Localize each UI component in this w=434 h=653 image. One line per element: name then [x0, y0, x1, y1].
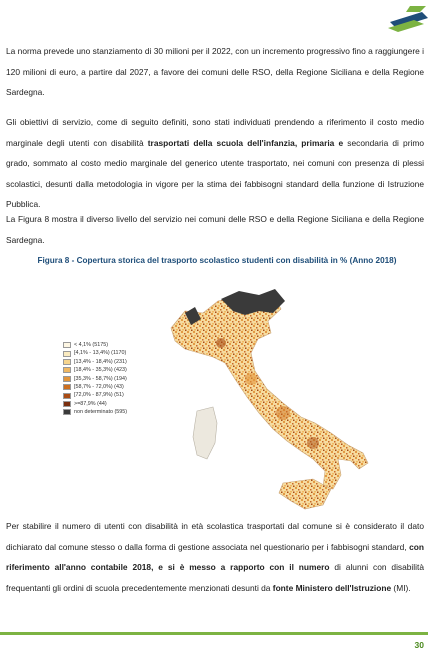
legend-label: [58,7% - 72,0%) (43) [74, 383, 124, 390]
legend-swatch [63, 359, 71, 365]
legend-label: [35,3% - 58,7%) (194) [74, 375, 127, 382]
legend-item [63, 366, 127, 374]
legend-label: [18,4% - 35,3%) (423) [74, 367, 127, 374]
p4-bold-source: fonte Ministero dell'Istruzione [272, 582, 392, 593]
p2-bold-text: trasportati della scuola dell'infanzia, primaria e [147, 137, 344, 148]
legend-swatch [63, 409, 71, 415]
page-number: 30 [414, 640, 424, 650]
legend-swatch [63, 342, 71, 348]
legend-item [63, 408, 127, 416]
p4-text-a: Per stabilire il numero di utenti con disabilità in età scolastica trasportati dal comune si è considerato il dato dichiarato dal comune stesso o dalla forma di gestione associata nel questionario per i fabbisogni standard, [6, 521, 424, 552]
paragraph-figure-reference: La Figura 8 mostra il diverso livello del servizio nei comuni delle RSO e della Regione Siciliana e della Regione Sardegna. [6, 214, 424, 245]
legend-label: [13,4% - 18,4%) (231) [74, 358, 127, 365]
footer-bar [0, 632, 428, 635]
legend-item [63, 375, 127, 383]
legend-item [63, 341, 127, 349]
legend-label: [72,0% - 87,9%) (51) [74, 392, 124, 399]
sardinia [193, 407, 217, 459]
legend-label: >=87,9% (44) [74, 400, 107, 407]
p4-text-c: di alunni con disabilità frequentanti gli ordini di scuola precedentemente menzionati desunti da [6, 562, 424, 593]
legend-label: [4,1% - 13,4%) (1170) [74, 350, 127, 357]
legend-label: < 4,1% (5175) [74, 342, 109, 348]
legend-swatch [63, 351, 71, 357]
p4-bold-text-b: con riferimento all'anno contabile 2018, e si è messo a rapporto con il numero [6, 541, 424, 572]
legend-swatch [63, 401, 71, 407]
legend-label: non determinato (595) [74, 409, 128, 416]
legend-swatch [63, 367, 71, 373]
logo-icon [384, 4, 430, 32]
figure-title: Figura 8 - Copertura storica del trasporto scolastico studenti con disabilità in % (Anno 2018) [37, 256, 397, 265]
legend-item [63, 400, 127, 408]
legend-swatch [63, 376, 71, 382]
p2-text-a: Gli obiettivi di servizio, come di seguito definiti, sono stati individuati prendendo a riferimento il costo medio marginale degli utenti con disabilità [6, 117, 424, 148]
legend-swatch [63, 393, 71, 399]
paragraph-intro: La norma prevede uno stanziamento di 30 milioni per il 2022, con un incremento progressivo fino a raggiungere i 120 milioni di euro, a partire dal 2027, a favore dei comuni delle RSO, della Regione Siciliana e della Regione Sardegna. [6, 46, 424, 97]
legend-item [63, 383, 127, 391]
legend-item [63, 358, 127, 366]
legend-item [63, 391, 127, 399]
legend-swatch [63, 384, 71, 390]
legend-item [63, 349, 127, 357]
paragraph-service-objectives [6, 112, 424, 215]
paragraph-methodology [6, 516, 424, 598]
p2-text-c: secondaria di primo grado, sommato al costo medio marginale del generico utente trasportato, nei comuni con presenza di plessi scolastici, desunti dalla metodologia in vigore per la stima dei fabbisogni standard della funzione di Istruzione Pubblica. [6, 137, 424, 209]
map-legend [63, 341, 127, 417]
mainland-italy [171, 295, 368, 489]
p4-text-e: (MI). [391, 582, 411, 593]
italy-map [163, 283, 385, 515]
